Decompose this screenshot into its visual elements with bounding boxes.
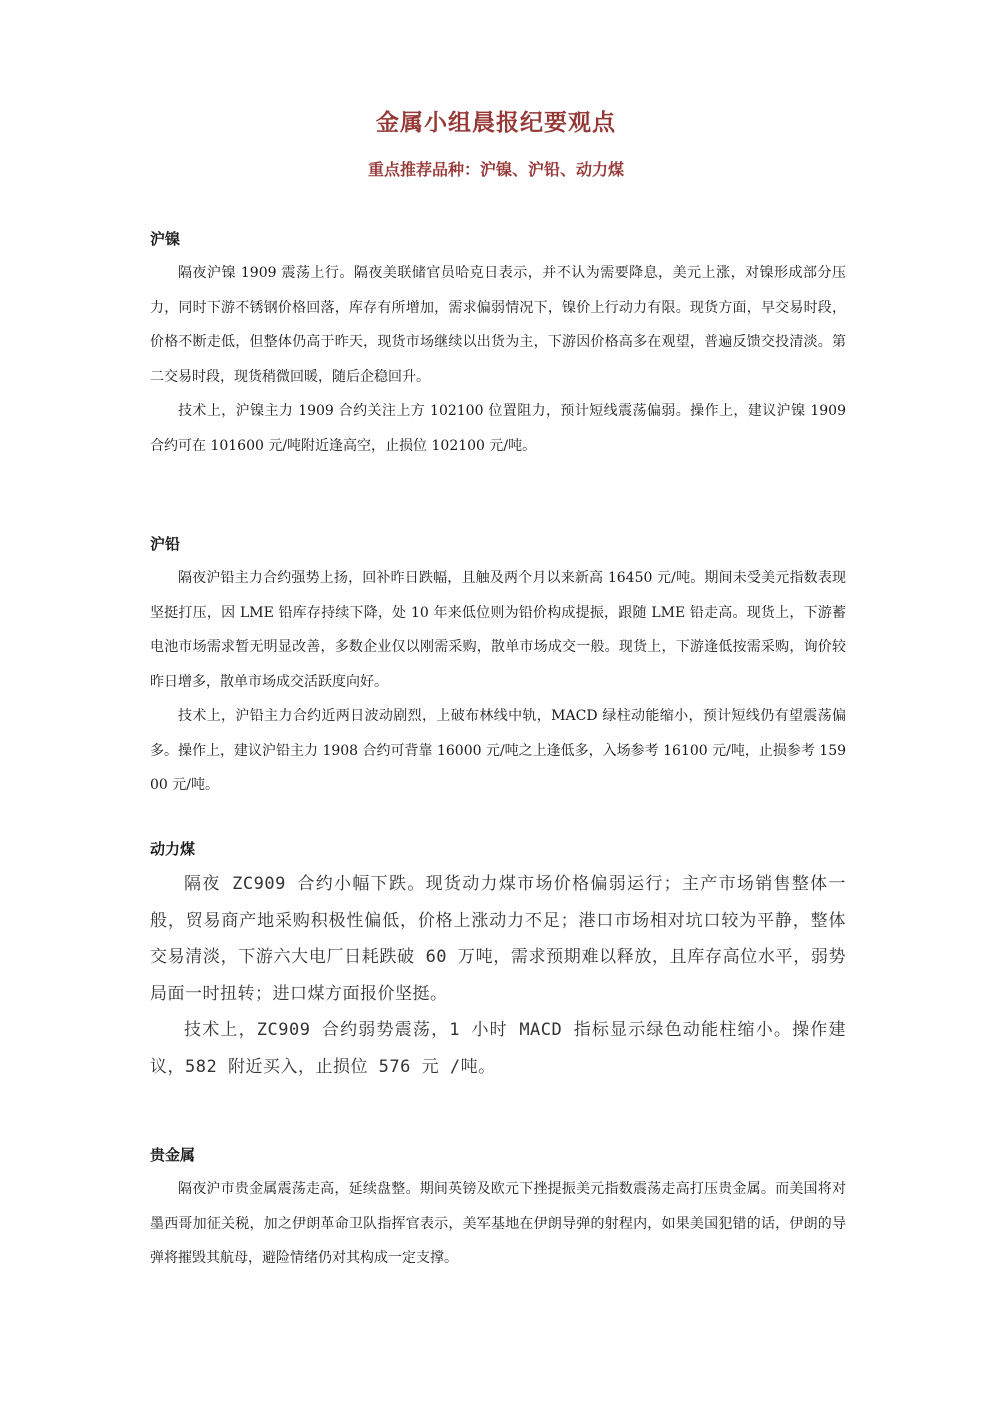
section-thermal-coal xyxy=(150,838,846,1085)
paragraph: 隔夜沪市贵金属震荡走高，延续盘整。期间英镑及欧元下挫提振美元指数震荡走高打压贵金属。而美国将对墨西哥加征关税，加之伊朗革命卫队指挥官表示，美军基地在伊朗导弹的射程内，如果美国犯错的话，伊朗的导弹将摧毁其航母，避险情绪仍对其构成一定支撑。 xyxy=(150,1181,846,1266)
paragraph: 隔夜沪铅主力合约强势上扬，回补昨日跌幅，且触及两个月以来新高 16450 元/吨。期间未受美元指数表现坚挺打压，因 LME 铅库存持续下降，处 10 年来低位则为铅价构成提振，跟随 LME 铅走高。现货上，下游蓄电池市场需求暂无明显改善，多数企业仅以刚需采购，散单市场成交一般。现货上，下游逢低按需采购，询价较昨日增多，散单市场成交活跃度向好。 xyxy=(150,570,846,690)
document-subtitle: 重点推荐品种：沪镍、沪铅、动力煤 xyxy=(367,160,624,179)
section-heading: 动力煤 xyxy=(150,840,196,858)
section-lead xyxy=(150,533,846,803)
paragraph: 隔夜沪镍 1909 震荡上行。隔夜美联储官员哈克日表示，并不认为需要降息，美元上涨，对镍形成部分压力，同时下游不锈钢价格回落，库存有所增加，需求偏弱情况下，镍价上行动力有限。现货方面，早交易时段，价格不断走低，但整体仍高于昨天，现货市场继续以出货为主，下游因价格高多在观望，普遍反馈交投清淡。第二交易时段，现货稍微回暖，随后企稳回升。 xyxy=(150,265,846,385)
section-precious-metals xyxy=(150,1144,846,1276)
section-heading: 沪铅 xyxy=(150,535,181,553)
paragraph: 技术上，沪铅主力合约近两日波动剧烈，上破布林线中轨，MACD 绿柱动能缩小，预计短线仍有望震荡偏多。操作上，建议沪铅主力 1908 合约可背靠 16000 元/吨之上逢低多，入场参考 16100 元/吨，止损参考 15900 元/吨。 xyxy=(150,708,847,793)
section-nickel xyxy=(150,228,846,463)
document-title: 金属小组晨报纪要观点 xyxy=(376,110,616,136)
paragraph: 技术上，ZC909 合约弱势震荡，1 小时 MACD 指标显示绿色动能柱缩小。操作建议，582 附近买入，止损位 576 元 /吨。 xyxy=(150,1020,846,1077)
section-heading: 贵金属 xyxy=(150,1146,196,1164)
paragraph: 技术上，沪镍主力 1909 合约关注上方 102100 位置阻力，预计短线震荡偏弱。操作上，建议沪镍 1909 合约可在 101600 元/吨附近逢高空，止损位 102100 元/吨。 xyxy=(150,403,846,454)
section-heading: 沪镍 xyxy=(150,230,181,248)
paragraph: 隔夜 ZC909 合约小幅下跌。现货动力煤市场价格偏弱运行；主产市场销售整体一般，贸易商产地采购积极性偏低，价格上涨动力不足；港口市场相对坑口较为平静，整体交易清淡，下游六大电厂日耗跌破 60 万吨，需求预期难以释放，且库存高位水平，弱势局面一时扭转；进口煤方面报价坚挺。 xyxy=(150,874,846,1004)
